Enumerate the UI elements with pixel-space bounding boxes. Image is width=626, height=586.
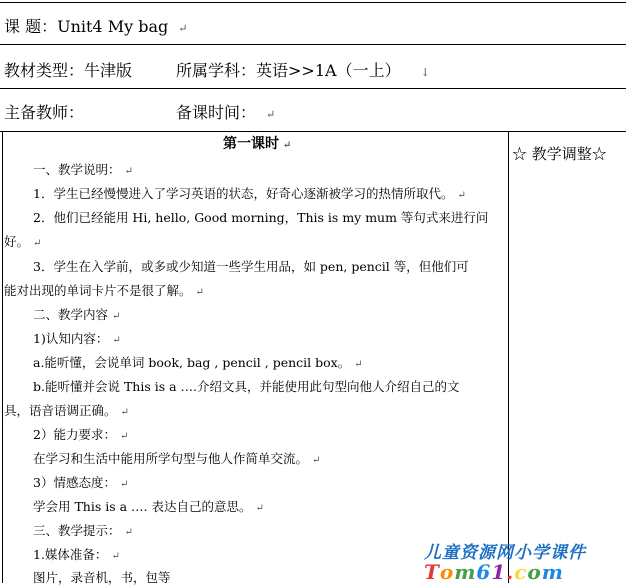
subsection-heading: 1.媒体准备： ↵: [33, 547, 120, 562]
section-heading: 三、教学提示： ↵: [33, 523, 133, 538]
pilcrow-icon: ↵: [33, 238, 42, 249]
watermark-logo-char: o: [439, 560, 455, 584]
subject-cell: [176, 58, 430, 81]
pilcrow-icon: ↵: [255, 503, 264, 514]
watermark-logo-char: o: [527, 560, 542, 584]
watermark-logo-char: 6: [476, 560, 492, 584]
material-value: 牛津版: [84, 61, 133, 80]
body-line: 学会用 This is a …. 表达自己的意思。 ↵: [33, 499, 264, 514]
watermark-logo-char: c: [514, 560, 528, 584]
pilcrow-icon: ↵: [124, 527, 133, 538]
side-column-title: ☆ 教学调整☆: [512, 145, 607, 163]
material-label: 教材类型：: [4, 61, 85, 80]
main-column-left-border: [2, 131, 3, 583]
watermark-logo-char: 1: [491, 560, 507, 584]
pilcrow-icon: ↵: [112, 311, 121, 322]
body-line: 图片，录音机，书，包等: [33, 570, 171, 585]
subject-value: 英语>>1A（一上）: [256, 61, 401, 80]
watermark-logo: [424, 560, 564, 584]
body-line: 3．学生在入学前，或多或少知道一些学生用品，如 pen, pencil 等，但他们可: [33, 259, 469, 274]
pilcrow-icon: ↵: [312, 455, 321, 466]
watermark-logo-char: .: [506, 560, 515, 584]
row-divider-1: [0, 44, 626, 45]
subject-label: 所属学科：: [176, 61, 257, 80]
section-heading: 一、教学说明： ↵: [33, 162, 133, 177]
row-divider-3: [0, 131, 626, 132]
pilcrow-icon: ↵: [119, 479, 129, 490]
body-line: 好。 ↵: [4, 234, 42, 249]
subsection-heading: 3）情感态度： ↵: [33, 475, 129, 490]
material-row: [4, 58, 132, 81]
column-divider: [508, 131, 509, 583]
row-divider-2: [0, 88, 626, 89]
topic-row: [4, 14, 187, 37]
pilcrow-icon: ↵: [178, 22, 188, 35]
body-line: 具，语音语调正确。 ↵: [4, 403, 129, 418]
watermark-logo-char: m: [454, 560, 477, 584]
body-line: 1．学生已经慢慢进入了学习英语的状态，好奇心逐渐被学习的热情所取代。 ↵: [33, 186, 466, 201]
topic-label: 课 题：: [4, 17, 58, 36]
pilcrow-icon: ↵: [111, 551, 120, 562]
body-line: 2．他们已经能用 Hi, hello, Good morning，This is my mum 等句式来进行问: [33, 210, 489, 225]
table-top-border: [0, 2, 626, 3]
time-label: 备课时间：: [176, 103, 257, 122]
body-line: a.能听懂，会说单词 book, bag , pencil , pencil box。 ↵: [33, 355, 363, 370]
pilcrow-icon: ↵: [457, 190, 466, 201]
pilcrow-icon: ↵: [120, 407, 129, 418]
teacher-label: 主备教师：: [4, 103, 85, 122]
pilcrow-icon: ↵: [112, 335, 121, 346]
pilcrow-icon: ↵: [283, 140, 292, 151]
section-heading: 二、教学内容 ↵: [33, 307, 121, 322]
pilcrow-icon: ↵: [119, 431, 129, 442]
pilcrow-icon: ↓: [420, 66, 430, 79]
pilcrow-icon: ↵: [266, 108, 276, 121]
pilcrow-icon: ↵: [124, 166, 133, 177]
pilcrow-icon: ↵: [354, 359, 363, 370]
body-line: b.能听懂并会说 This is a ….介绍文具，并能使用此句型向他人介绍自己的文: [33, 379, 460, 394]
topic-value: Unit4 My bag: [57, 17, 169, 36]
subsection-heading: 2）能力要求： ↵: [33, 427, 129, 442]
lesson-heading: 第一课时 ↵: [223, 136, 292, 152]
body-line: 能对出现的单词卡片不是很了解。 ↵: [4, 283, 204, 298]
teacher-row: [4, 100, 84, 123]
subsection-heading: 1)认知内容： ↵: [33, 331, 121, 346]
watermark-site-name: 儿童资源网小学课件: [424, 543, 586, 563]
watermark-logo-char: m: [541, 560, 564, 584]
pilcrow-icon: ↵: [195, 287, 204, 298]
time-cell: [176, 100, 275, 123]
body-line: 在学习和生活中能用所学句型与他人作简单交流。 ↵: [33, 451, 321, 466]
watermark-logo-char: T: [424, 560, 440, 584]
